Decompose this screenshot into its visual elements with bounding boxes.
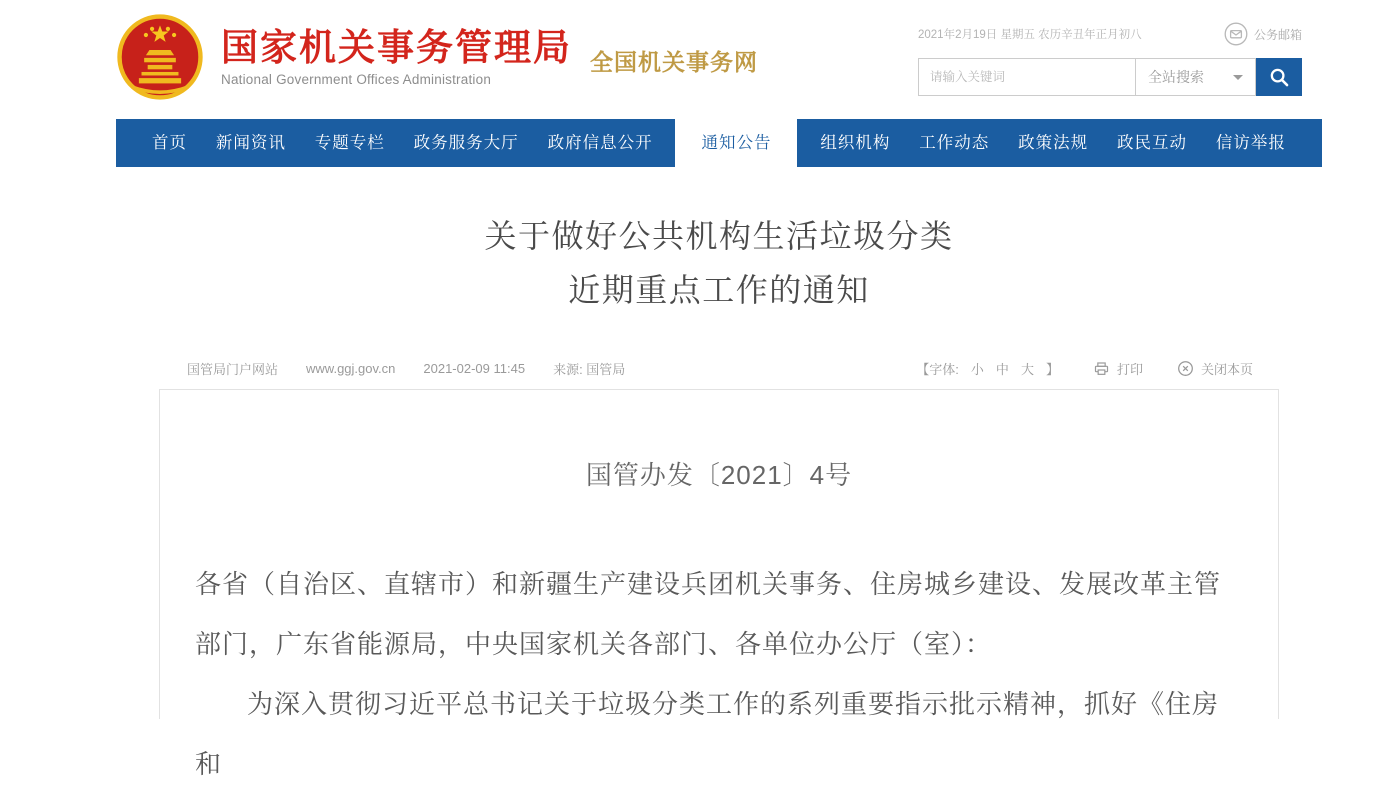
article-title — [116, 209, 1322, 317]
font-size-medium-button[interactable]: 中 — [995, 362, 1009, 377]
article-title-line2: 近期重点工作的通知 — [568, 272, 870, 308]
meta-source: 来源: 国管局 — [553, 362, 626, 377]
site-title-en: National Government Offices Administration — [221, 72, 492, 87]
site-header — [116, 0, 1322, 110]
close-icon — [1177, 360, 1194, 377]
search-icon — [1268, 66, 1290, 88]
print-label: 打印 — [1116, 362, 1143, 377]
nav-item-notices[interactable]: 通知公告 — [675, 119, 797, 177]
site-network-name: 全国机关事务网 — [590, 48, 758, 75]
chevron-down-icon — [1233, 75, 1243, 80]
font-label-close: 】 — [1045, 362, 1059, 377]
national-emblem-icon — [116, 13, 204, 101]
font-size-small-button[interactable]: 小 — [970, 362, 984, 377]
search-bar — [918, 58, 1302, 96]
font-size-control — [916, 359, 1059, 378]
nav-item-petition[interactable]: 信访举报 — [1215, 134, 1286, 152]
meta-right — [916, 359, 1253, 378]
nav-item-interaction[interactable]: 政民互动 — [1117, 134, 1188, 152]
document-number: 国管办发〔2021〕4号 — [585, 460, 853, 490]
article-body-text — [195, 554, 1243, 794]
nav-item-policies[interactable]: 政策法规 — [1018, 134, 1089, 152]
search-input[interactable] — [918, 58, 1136, 96]
header-right — [918, 22, 1302, 96]
article-meta — [159, 359, 1279, 378]
search-button[interactable] — [1256, 58, 1302, 96]
close-page-button[interactable] — [1177, 359, 1253, 378]
paragraph-salutation: 各省（自治区、直辖市）和新疆生产建设兵团机关事务、住房城乡建设、发展改革主管部门，广东省能源局，中央国家机关各部门、各单位办公厅（室）： — [195, 569, 1222, 659]
font-size-large-button[interactable]: 大 — [1020, 362, 1034, 377]
printer-icon — [1093, 361, 1110, 377]
search-scope-label: 全站搜索 — [1148, 69, 1204, 85]
official-mail-link[interactable] — [1224, 22, 1302, 46]
meta-source-site: 国管局门户网站 — [187, 362, 279, 377]
nav-item-service-hall[interactable]: 政务服务大厅 — [413, 134, 519, 152]
official-mail-label: 公务邮箱 — [1253, 27, 1302, 42]
meta-datetime: 2021-02-09 11:45 — [423, 361, 526, 376]
nav-item-news[interactable]: 新闻资讯 — [215, 134, 286, 152]
envelope-icon — [1224, 22, 1248, 46]
search-scope-dropdown[interactable] — [1136, 58, 1256, 96]
nav-item-topics[interactable]: 专题专栏 — [314, 134, 385, 152]
date-text: 2021年2月19日 星期五 农历辛丑年正月初八 — [918, 29, 1142, 41]
nav-item-work-updates[interactable]: 工作动态 — [919, 134, 990, 152]
nav-item-organization[interactable]: 组织机构 — [820, 134, 891, 152]
font-label-open: 【字体: — [916, 362, 959, 377]
nav-item-gov-info[interactable]: 政府信息公开 — [547, 134, 653, 152]
nav-item-home[interactable]: 首页 — [152, 134, 187, 152]
print-button[interactable] — [1093, 359, 1143, 378]
paragraph-opening: 为深入贯彻习近平总书记关于垃圾分类工作的系列重要指示批示精神，抓好《住房和 — [195, 689, 1220, 779]
site-title-cn: 国家机关事务管理局 — [221, 27, 572, 68]
meta-url: www.ggj.gov.cn — [306, 361, 396, 376]
main-nav — [116, 119, 1322, 167]
article-title-line1: 关于做好公共机构生活垃圾分类 — [484, 218, 954, 254]
meta-left — [187, 359, 625, 378]
logo-text — [221, 27, 572, 87]
date-row — [918, 22, 1302, 46]
page — [116, 0, 1322, 779]
article-body-box — [159, 389, 1279, 779]
close-page-label: 关闭本页 — [1200, 362, 1253, 377]
